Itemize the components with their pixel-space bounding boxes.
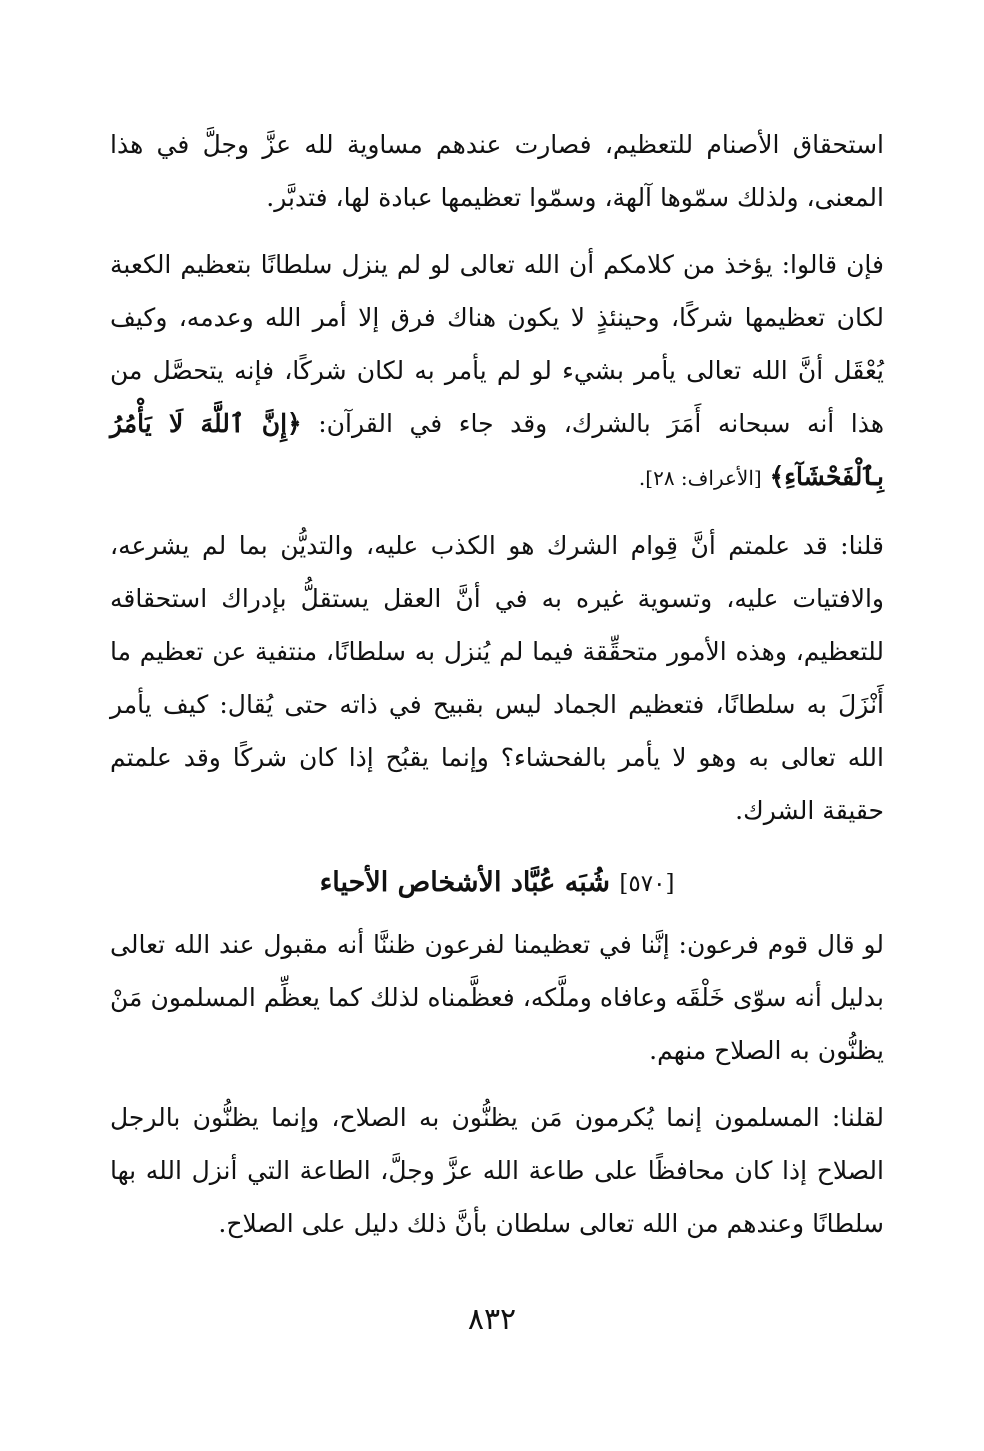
quran-verse: ﴿إِنَّ ٱللَّهَ لَا يَأْمُرُ بِٱلْفَحْشَآءِ﴾ bbox=[110, 409, 884, 491]
page-body bbox=[110, 118, 884, 1250]
paragraph-2-text: فإن قالوا: يؤخذ من كلامكم أن الله تعالى لو لم ينزل سلطانًا بتعظيم الكعبة لكان تعظيمها شركًا، وحينئذٍ لا يكون هناك فرق إلا أمر الله وعدمه، وكيف يُعْقَل أنَّ الله تعالى يأمر بشيء لو لم يأمر به لكان شركًا، فإنه يتحصَّل من هذا أنه سبحانه أَمَرَ بالشرك، وقد جاء في القرآن: bbox=[110, 250, 885, 438]
section-heading bbox=[110, 855, 884, 912]
section-number: [٥٧٠] bbox=[619, 871, 675, 897]
paragraph-2 bbox=[110, 238, 884, 505]
paragraph-5: لقلنا: المسلمون إنما يُكرمون مَن يظنُّون به الصلاح، وإنما يظنُّون بالرجل الصلاح إذا كان محافظًا على طاعة الله عزَّ وجلَّ، الطاعة التي أنزل الله بها سلطانًا وعندهم من الله تعالى سلطان بأنَّ ذلك دليل على الصلاح. bbox=[110, 1103, 884, 1238]
verse-reference: [الأعراف: ٢٨]. bbox=[638, 466, 762, 490]
page-number: ٨٣٢ bbox=[467, 1302, 517, 1337]
section-title: شُبَه عُبَّاد الأشخاص الأحياء bbox=[319, 867, 610, 898]
paragraph-4: لو قال قوم فرعون: إنَّنا في تعظيمنا لفرعون ظننَّا أنه مقبول عند الله تعالى بدليل أنه سوّى خَلْقَه وعافاه وملَّكه، فعظَّمناه لذلك كما يعظِّم المسلمون مَنْ يظنُّون به الصلاح منهم. bbox=[110, 930, 884, 1065]
paragraph-3: قلنا: قد علمتم أنَّ قِوام الشرك هو الكذب عليه، والتديُّن بما لم يشرعه، والافتيات عليه، وتسوية غيره به في أنَّ العقل يستقلُّ بإدراك استحقاقه للتعظيم، وهذه الأمور متحقِّقة فيما لم يُنزل به سلطانًا، منتفية عن تعظيم ما أَنْزَلَ به سلطانًا، فتعظيم الجماد ليس بقبيح في ذاته حتى يُقال: كيف يأمر الله تعالى به وهو لا يأمر بالفحشاء؟ وإنما يقبُح إذا كان شركًا وقد علمتم حقيقة الشرك. bbox=[110, 531, 884, 825]
paragraph-1: استحقاق الأصنام للتعظيم، فصارت عندهم مساوية لله عزَّ وجلَّ في هذا المعنى، ولذلك سمّوها آلهة، وسمّوا تعظيمها عبادة لها، فتدبَّر. bbox=[110, 130, 884, 212]
